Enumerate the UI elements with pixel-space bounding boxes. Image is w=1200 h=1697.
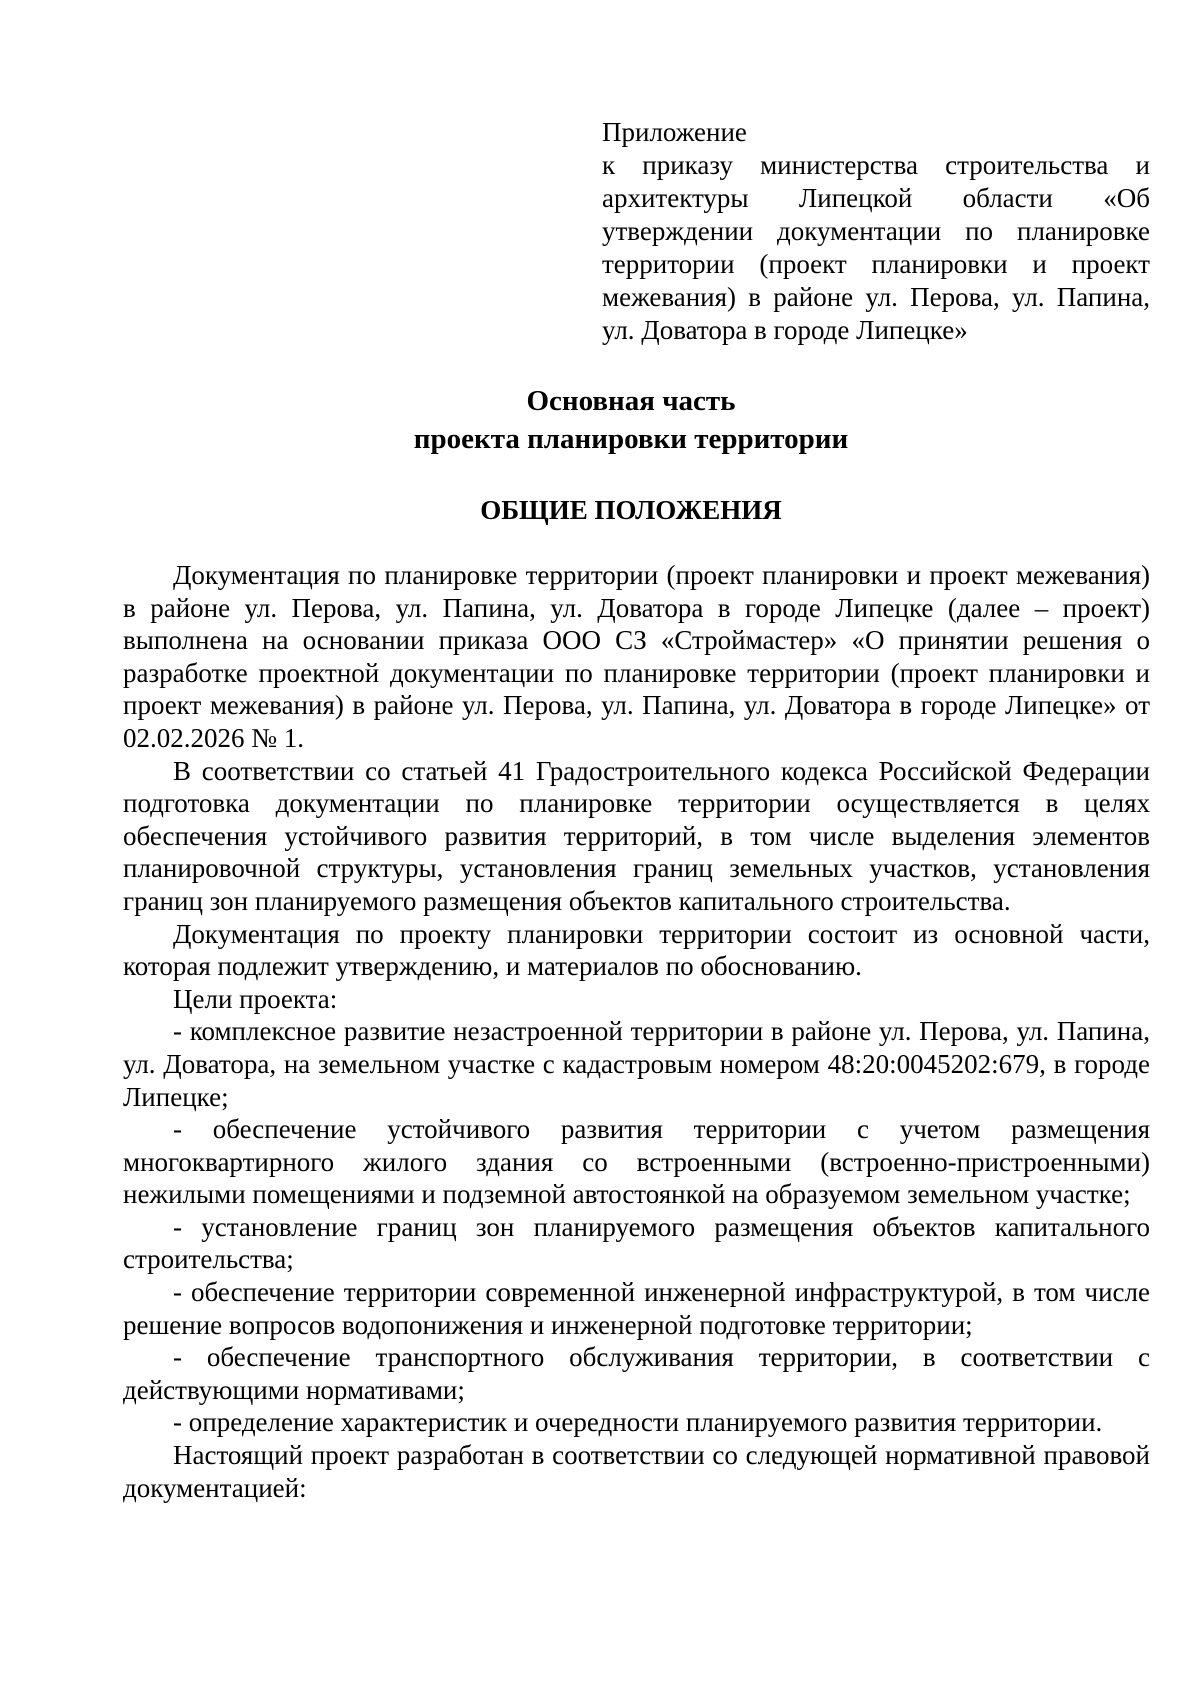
list-item-goal: - обеспечение транспортного обслуживания территории, в соответствии с действующими нормативами; [123,1342,1150,1405]
title-line-2: проекта планировки территории [413,423,849,455]
document-title [0,382,1200,458]
appendix-text: к приказу министерства строительства и архитектуры Липецкой области «Об утверждении документации по планировке территории (проект планировки и проект межевания) в районе ул. Перова, ул. Папина, ул. Доватора в городе Липецке» [602,150,1150,345]
list-item-goal: - обеспечение территории современной инженерной инфраструктурой, в том числе решение вопросов водопонижения и инженерной подготовке территории; [123,1277,1150,1340]
paragraph-composition: Документация по проекту планировки территории состоит из основной части, которая подлежит утверждению, и материалов по обоснованию. [123,918,1150,982]
list-item-goal: - обеспечение устойчивого развития территории с учетом размещения многоквартирного жилого здания со встроенными (встроенно-пристроенными) нежилыми помещениями и подземной автостоянкой на образуемом земельном участке; [123,1114,1150,1210]
paragraph-basis: Документация по планировке территории (проект планировки и проект межевания) в районе ул. Перова, ул. Папина, ул. Доватора в городе Липецке (далее – проект) выполнена на основании приказа ООО СЗ «Строймастер» «О принятии решения о разработке проектной документации по планировке территории (проект планировки и проект межевания) в районе ул. Перова, ул. Папина, ул. Доватора в городе Липецке» от 02.02.2026 № 1. [123,560,1150,753]
paragraph-goals-heading: Цели проекта: [173,983,338,1014]
list-item-goal: - комплексное развитие незастроенной территории в районе ул. Перова, ул. Папина, ул. Доватора, на земельном участке с кадастровым номером 48:20:0045202:679, в городе Липецке; [123,1016,1150,1112]
list-item-goal: - определение характеристик и очередности планируемого развития территории. [173,1407,1103,1438]
paragraph-regulations-intro: Настоящий проект разработан в соответствии со следующей нормативной правовой документацией: [123,1440,1150,1503]
section-heading: ОБЩИЕ ПОЛОЖЕНИЯ [480,495,782,525]
list-item-goal: - установление границ зон планируемого размещения объектов капитального строительства; [123,1211,1150,1275]
appendix-block [602,116,1150,347]
title-line-1: Основная часть [526,385,736,417]
appendix-label: Приложение [602,117,747,147]
paragraph-legal-goals: В соответствии со статьей 41 Градостроительного кодекса Российской Федерации подготовка документации по планировке территории осуществляется в целях обеспечения устойчивого развития территорий, в том числе выделения элементов планировочной структуры, установления границ земельных участков, установления границ зон планируемого размещения объектов капитального строительства. [123,755,1150,916]
body-text [123,559,1150,1504]
